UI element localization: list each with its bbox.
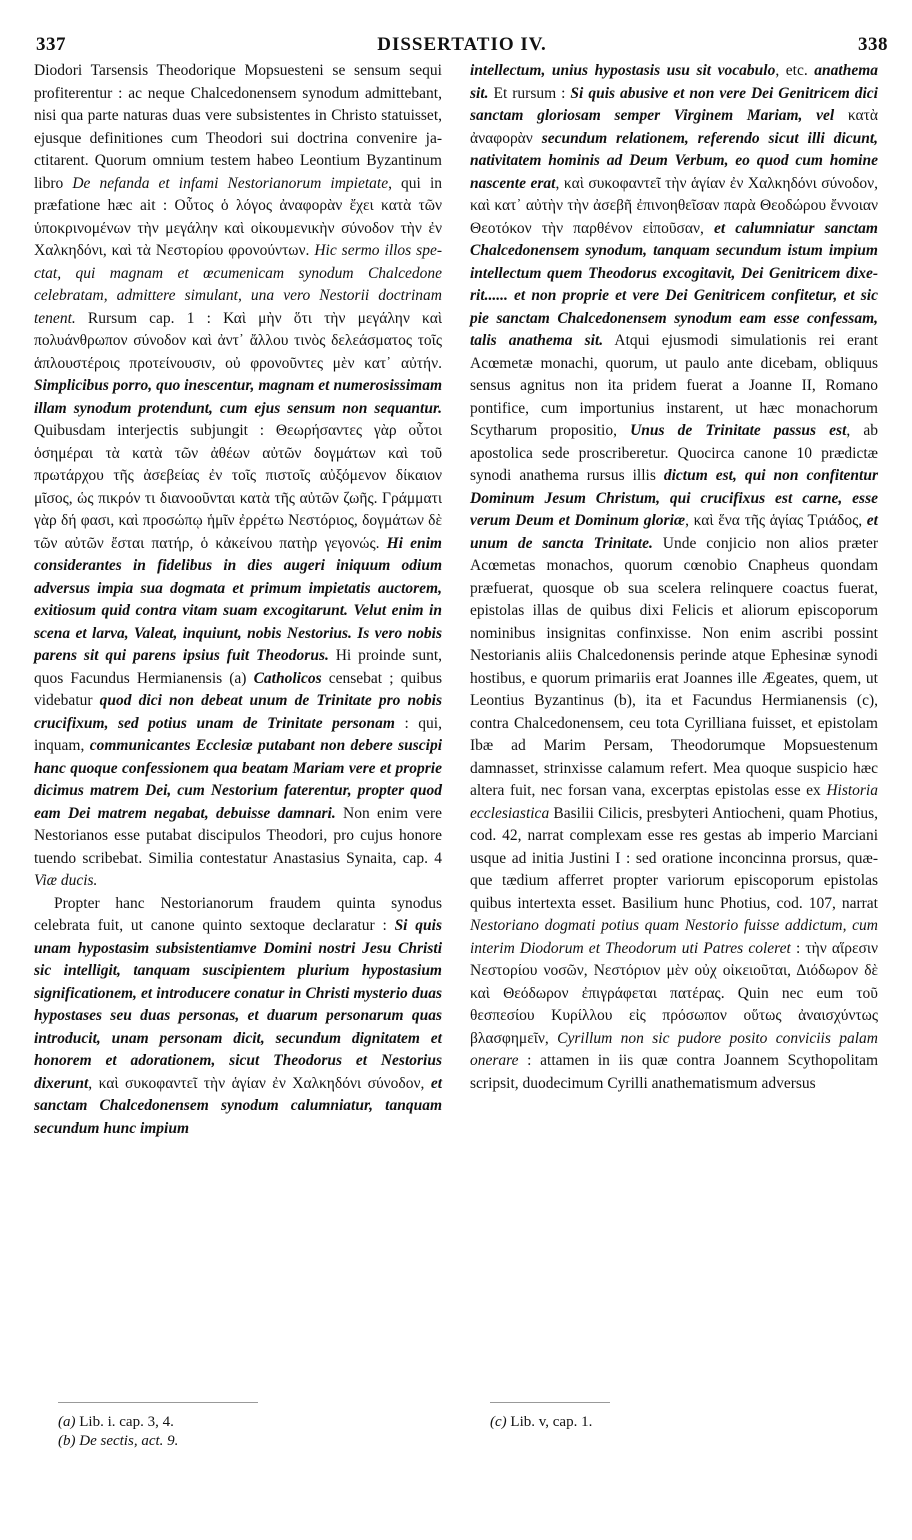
text-run: Nestoriano dogmati potius quam Nestorio fuisse addictum, cum interim Diodorum et Theodorum uti Patres coleret xyxy=(470,917,878,957)
text-run: : attamen in iis quæ contra Joannem Scythopolitam scripsit, duodecimum Cyrilli anathematismum adversus xyxy=(470,1052,878,1092)
text-run: Diodori Tarsensis Theodorique Mopsuesteni se sensum sequi profiterentur : ac neque Chalcedonensem synodum admittebant, nisi qua parte naturas duas vere subsistentes in Christo statuisset, ejusque definitiones cum Theodori sui doctrina convenire jactitarent. Quorum omnium testem habeo Leontium Byzantinum libro xyxy=(34,62,442,192)
text-run: , καὶ συκοφαντεῖ τὴν ἁγίαν ἐν Χαλκηδόνι σύνοδον, xyxy=(88,1074,431,1092)
text-run: Propter hanc Nestorianorum fraudem quinta synodus celebrata fuit, ut canone quinto sextoque declaratur : xyxy=(34,894,442,934)
text-run: , καὶ συκοφαντεῖ τὴν ἁγίαν ἐν Χαλκηδόνι σύνοδον, καὶ κατ᾿ αὐτὴν τὴν ἀσεβῆ ἐπινοηθεῖσαν παρὰ Θεοδώρου ἔννοιαν Θεοτόκον τὴν παρθένον εἰποῦσαν, xyxy=(470,174,878,237)
text-run: Rursum cap. 1 : Καὶ μὴν ὅτι τὴν μεγάλην καὶ πολυάνθρωπον σύνοδον καὶ ἀντ᾿ ἄλλου τινὸς δελεάσματος τοῖς ἁπλουστέροις προτείνουσιν, οὐ φρονοῦντες μὲν κατ᾿ αὐτήν. xyxy=(34,309,442,372)
text-run: et calumniatur sanctam Chalcedonensem synodum, tanquam secundum istum impium intellectum quem Theodorus excogitavit, Dei Genitricem dixerit...... et non proprie et vere Dei Genitricem confitetur, et sic pie sanctam Chalcedonensem synodum eam esse confessam, talis anathema sit. xyxy=(470,219,878,349)
running-header xyxy=(36,34,888,58)
text-run: : τὴν αἵρεσιν Νεστορίου νοσῶν, Νεστόριον μὲν οὐχ οἰκειοῦται, Διόδωρον δὲ καὶ Θεόδωρον ἐπιγράφεται πατέρας. Quin nec eum τοῦ θεσπεσίου Κυρίλλου εἰς πρόσωπον οὕτως ἀναισχύντως βλασφημεῖν, xyxy=(470,939,878,1047)
footnote-rule-right xyxy=(490,1402,610,1403)
left-column xyxy=(34,60,442,1140)
footnote-rule-left xyxy=(58,1402,258,1403)
text-run: Si quis unam hypostasim subsistentiamve Domini nostri Jesu Christi sic intelligit, tanquam suscipientem plurium hypostasium significationem, et introducere conatur in Christi mysterio duas hypostases seu duas personas, et duarum personarum quas introducit, unam personam dicit, secundum dignitatem et honorem et adorationem, sicut Theodorus et Nestorius dixerunt xyxy=(34,917,442,1092)
text-run: Cyrillum non sic pudore posito conviciis palam onerare xyxy=(470,1029,878,1069)
footnote xyxy=(490,1413,592,1432)
footnote-text: Lib. v, cap. 1. xyxy=(506,1414,593,1430)
text-run: Historia ecclesiastica xyxy=(470,782,878,822)
text-run: Viæ ducis. xyxy=(34,872,98,889)
paragraph xyxy=(34,893,442,1141)
text-run: Hi enim considerantes in fidelibus in dies augeri iniquum odium adversus impia sua dogmata et primum impietatis auctorem, exitiosum quid contra vitam suam excogitarunt. Velut enim in scena et larva, Valeat, inquiunt, nobis Nestorius. Is vero nobis parens sit qui parens ipsius fuit Theodorus. xyxy=(34,534,442,664)
text-run: Atqui ejusmodi simulationis rei erant Acœmetæ monachi, quorum, ut paulo ante dicebam, obliquus sensus agnitus non ita pridem fuerat a Joanne II, Romano pontifice, cum importunius instarent, ut hæc monachorum Scytharum propositio, xyxy=(470,332,878,439)
text-run: Catholicos xyxy=(253,669,322,687)
text-run: Unde conjicio non alios præter Acœmetas monachos, quorum cœnobio Cnapheus quondam præfuerat, quosque ob sua scelera relinquere coactus fuerat, epistolas illas de quibus dixi Felicis et aliorum episcoporum nominibus insignitas confinxisse. Non enim ascribi possint Nestorianis aliis Chalcedonensis perinde atque Ephesinæ synodi hostibus, e quorum primariis erat Joannes ille Ægeates, quem, ut Leontius Byzantinus (b), ita et Facundus Hermianensis (c), contra Chalcedonensem, ceu tota Cyrilliana fuisset, et epistolam Ibæ ad Marim Persam, Theodorumque Mopsuestenum damnasset, strinxisse calamum refert. Mea quoque suspicio hæc altera fuit, nec forsan vana, excerptas epistolas esse ex xyxy=(470,534,879,799)
text-run: De nefanda et infami Nestorianorum impietate xyxy=(72,174,389,192)
text-run: Quibusdam interjectis subjungit : Θεωρήσαντες γὰρ οὗτοι ὁσημέραι τὰ κατὰ τῶν ἀθέων αὐτῶν δογμάτων καὶ τοῦ πρωτάρχου τῆς ἀσεβείας ἐν τοῖς πιστοῖς αὐξόμενον δίκαιον μῖσος, ὡς πικρόν τι διανοοῦνται κατὰ τῆς αὐτῶν ζωῆς. Γράμματι γὰρ δή φασι, καὶ προσώπῳ ἡμῖν ἐρρέτω Νεστόριος, δογμάτων δὲ τῶν αὐτῶν ἔσται πατήρ, ὁ κἀκείνου πατὴρ γεγονώς. xyxy=(34,422,442,552)
text-run: , qui in præfatione hæc ait : Οὗτος ὁ λόγος ἀναφορὰν ἔχει κατὰ τῶν ὑποκρινομένων τὴν μεγάλην καὶ οἰκουμενικὴν σύνοδον τὴν ἐν Χαλκηδόνι, καὶ τὰ Νεστορίου φρονούντων. xyxy=(34,174,442,259)
text-run: et sanctam Chalcedonensem synodum calumniatur, tanquam secundum hunc impium xyxy=(34,1074,442,1137)
page-number-right: 338 xyxy=(858,34,888,55)
footnote xyxy=(58,1413,178,1432)
footnote-mark: (a) xyxy=(58,1414,76,1430)
text-run: κατὰ ἀναφορὰν xyxy=(470,107,878,147)
footnote-mark: (b) xyxy=(58,1433,76,1449)
text-run: dictum est, qui non confitentur Dominum Jesum Christum, qui crucifixus est carne, esse verum Deum et Dominum gloriæ xyxy=(470,467,878,529)
footnotes-right xyxy=(490,1413,592,1432)
text-run: Hic sermo illos spectat, qui magnam et œcumenicam synodum Chalcedone celebratam, admittere simulant, una vero Nestorii doctrinam tenent. xyxy=(34,242,442,327)
text-run: et unum de sancta Trinitate. xyxy=(470,512,878,552)
footnote-text: De sectis, act. 9. xyxy=(75,1433,179,1449)
text-run: communicantes Ecclesiæ putabant non debere suscipi hanc quoque confessionem qua beatam Mariam vere et proprie dicimus matrem Dei, cum Nestorium faterentur, propter quod eam Dei matrem negabat, debuisse damnari. xyxy=(34,737,443,822)
paragraph xyxy=(34,60,442,893)
text-run: Si quis abusive et non vere Dei Genitricem dici sanctam gloriosam semper Virginem Mariam, vel xyxy=(470,84,878,124)
footnotes-left xyxy=(58,1413,178,1451)
text-run: censebat ; quibus videbatur xyxy=(34,669,442,709)
footnote-text: Lib. i. cap. 3, 4. xyxy=(75,1414,174,1430)
text-run: , καὶ ἕνα τῆς ἁγίας Τριάδος, xyxy=(685,512,867,529)
text-run: Hi proinde sunt, quos Facundus Hermianensis (a) xyxy=(34,647,443,687)
text-run: , etc. xyxy=(775,62,815,79)
text-run: : qui, inquam, xyxy=(34,714,442,754)
text-run: Basilii Cilicis, presbyteri Antiocheni, quam Photius, cod. 42, narrat complexam esse res gestas ab imperio Marciani usque ad initia Justini I : sed oratione inconcinna prorsus, quæque tædium afferret propter variorum episcoporum epistolas quibus intertexta esset. Basilium hunc Photius, cod. 107, narrat xyxy=(470,804,878,912)
text-run: Unus de Trinitate passus est xyxy=(630,422,847,439)
paragraph xyxy=(470,60,878,1095)
text-run: intellectum, unius hypostasis usu sit vocabulo xyxy=(470,62,776,79)
text-run: quod dici non debeat unum de Trinitate pro nobis crucifixum, sed potius unam de Trinitate personam xyxy=(34,692,442,732)
right-column xyxy=(470,60,878,1095)
text-run: Et rursum : xyxy=(488,84,571,102)
text-run: Simplicibus porro, quo inescentur, magnam et numerosissimam illam synodum protendunt, cum ejus sensum non sequantur. xyxy=(34,377,442,417)
text-run: Non enim vere Nestorianos esse putabat discipulos Theodori, pro cujus honore tuendo scribebat. Similia contestatur Anastasius Synaita, cap. 4 xyxy=(34,804,442,867)
page-title: DISSERTATIO IV. xyxy=(377,34,547,55)
footnote-mark: (c) xyxy=(490,1414,507,1430)
text-run: , ab apostolica sede proscriberetur. Quocirca canone 10 prædictæ synodi anathema rursus illis xyxy=(470,422,878,484)
footnote xyxy=(58,1432,178,1451)
text-run: secundum relationem, referendo sicut illi dicunt, nativitatem hominis ad Deum Verbum, eo quod cum homine nascente erat xyxy=(470,129,878,192)
text-run: anathema sit. xyxy=(470,62,878,102)
page-number-left: 337 xyxy=(36,34,66,55)
